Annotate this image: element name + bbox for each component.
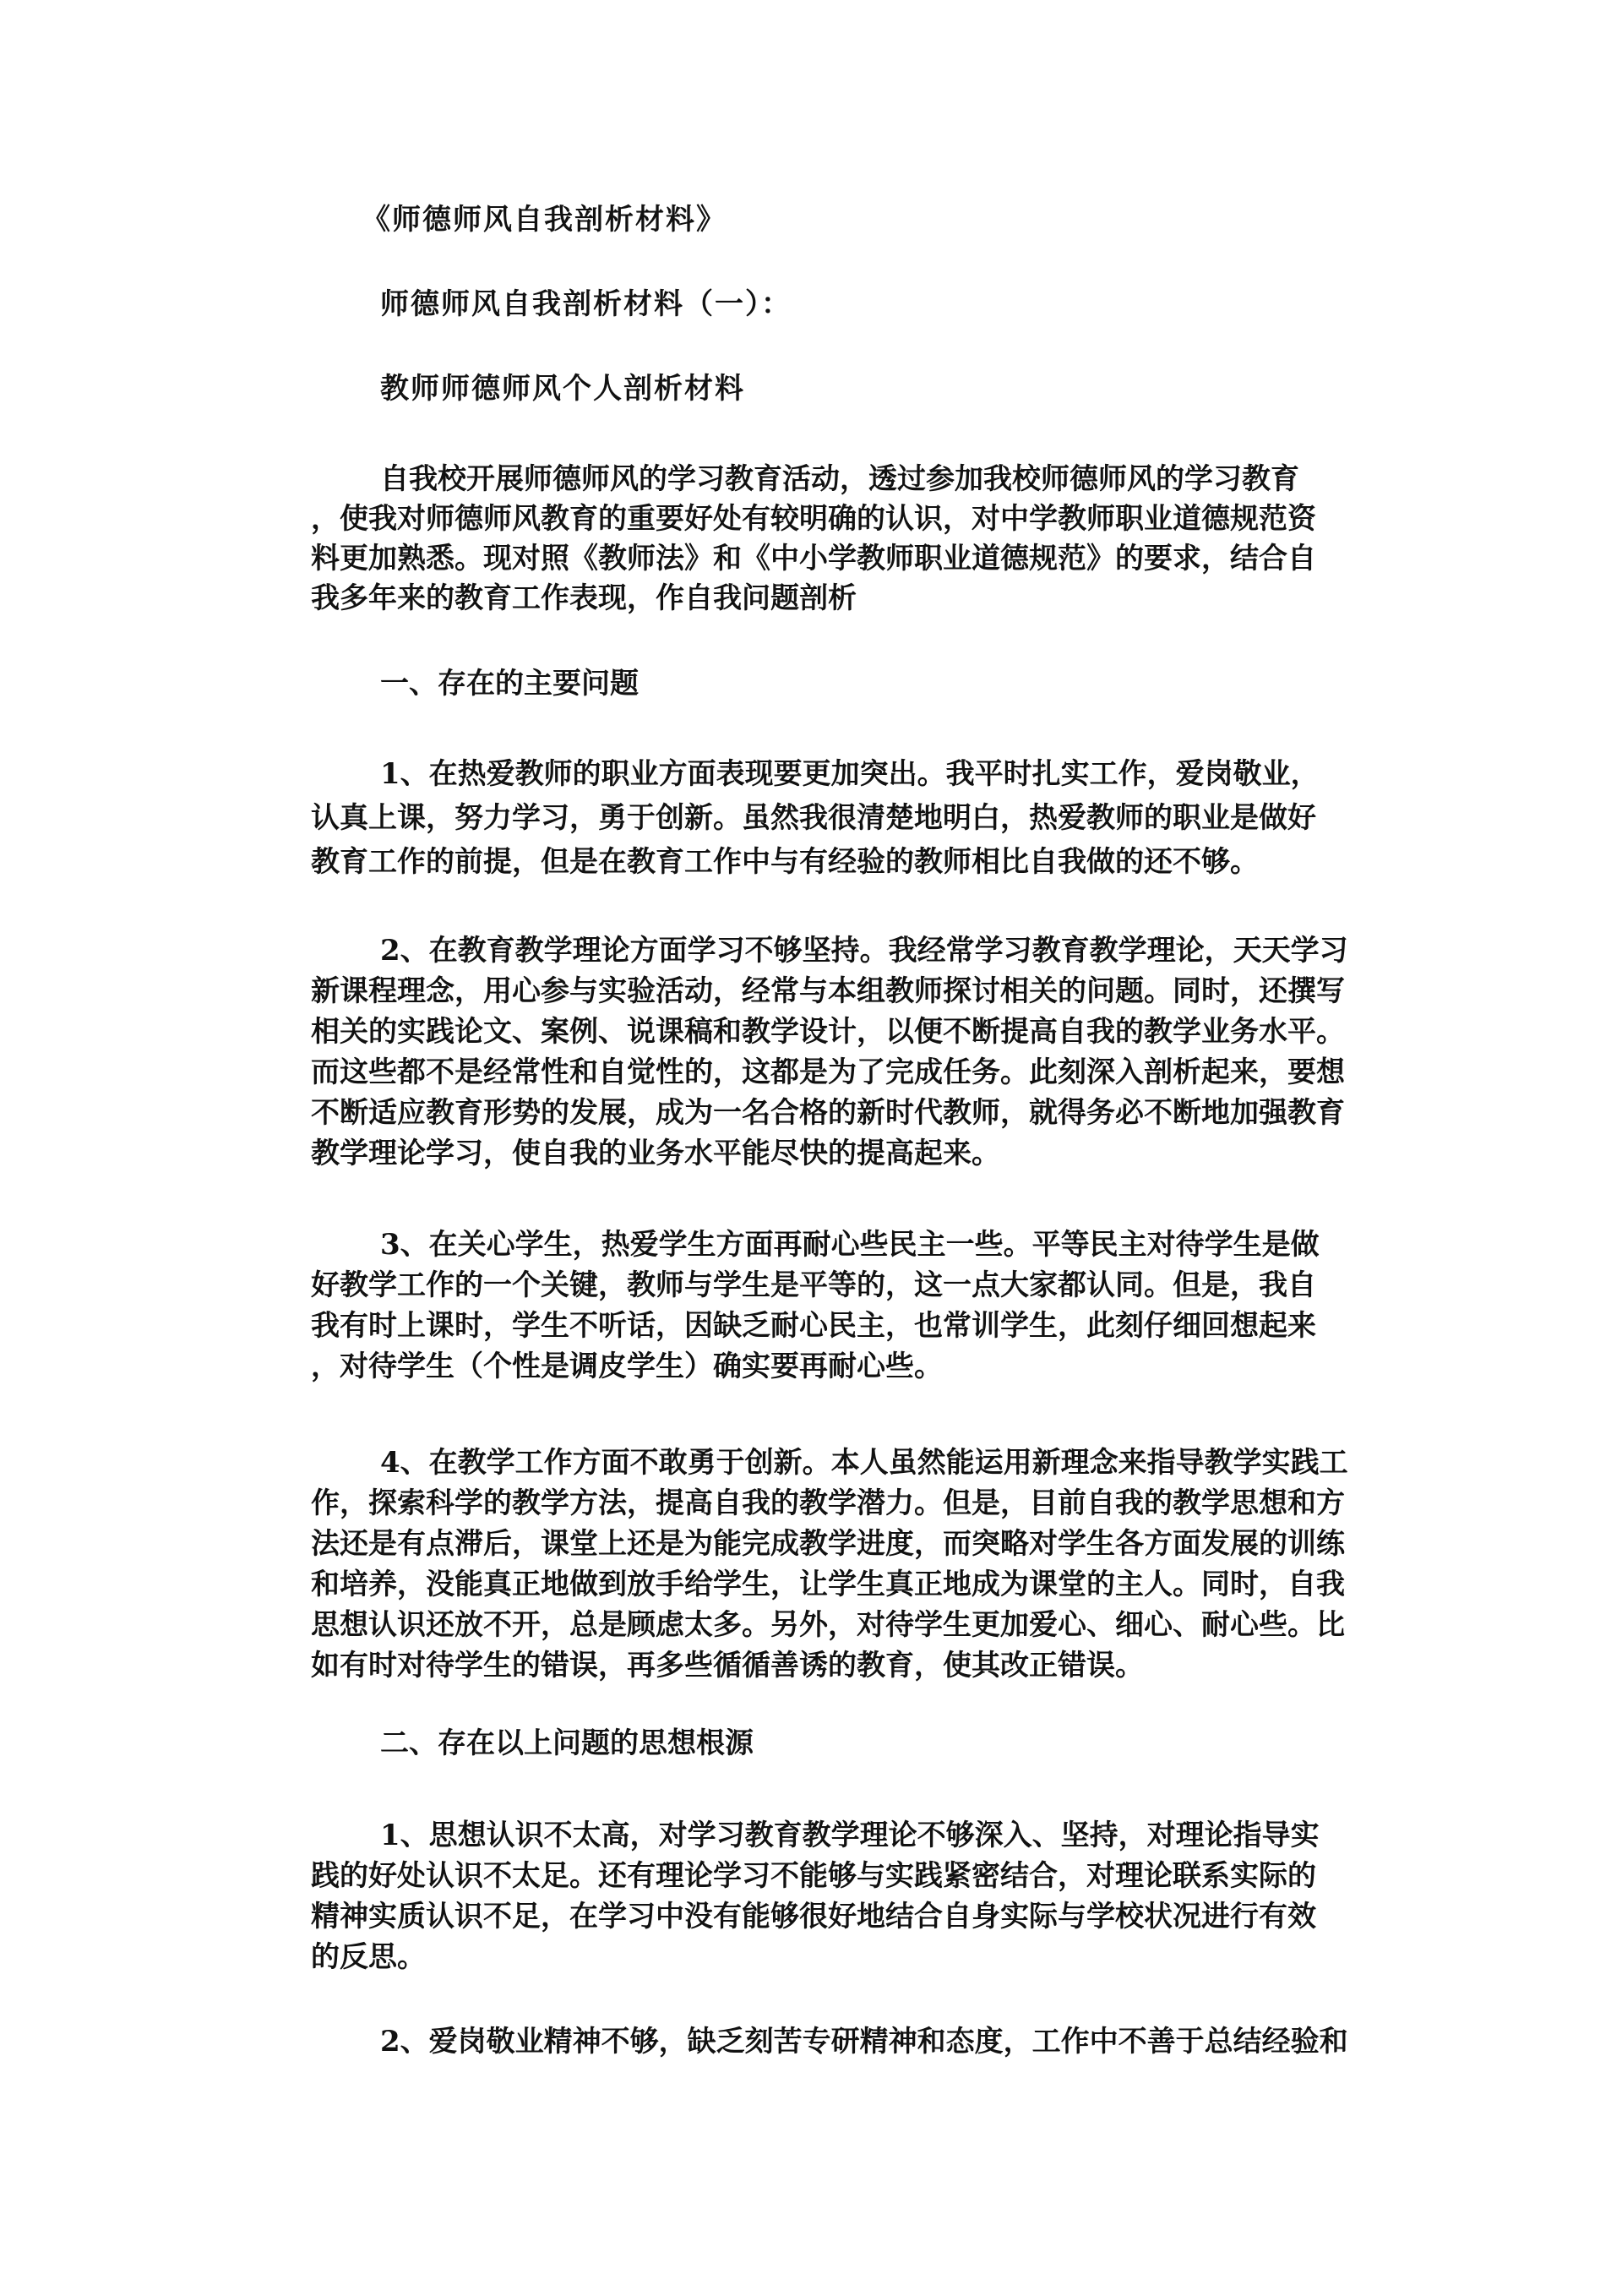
section-heading xyxy=(311,663,1358,704)
text-line: 不断适应教育形势的发展，成为一名合格的新时代教师，就得务必不断地加强教育 xyxy=(311,1096,1345,1130)
document-section-title: 教师师德师风个人剖析材料 xyxy=(380,372,745,406)
text-line: 4、在教学工作方面不敢勇于创新。本人虽然能运用新理念来指导教学实践工 xyxy=(380,1446,1348,1480)
text-line: 1、在热爱教师的职业方面表现要更加突出。我平时扎实工作，爱岗敬业， xyxy=(380,757,1320,791)
paragraph xyxy=(311,1815,1358,1977)
text-line: ，使我对师德师风教育的重要好处有较明确的认识，对中学教师职业道德规范资 xyxy=(311,502,1316,536)
text-line: 思想认识还放不开，总是顾虑太多。另外，对待学生更加爱心、细心、耐心些。比 xyxy=(311,1608,1345,1642)
text-line: 作，探索科学的教学方法，提高自我的教学潜力。但是，目前自我的教学思想和方 xyxy=(311,1486,1345,1520)
text-line: 法还是有点滞后，课堂上还是为能完成教学进度，而突略对学生各方面发展的训练 xyxy=(311,1527,1345,1561)
text-line: 而这些都不是经常性和自觉性的，这都是为了完成任务。此刻深入剖析起来，要想 xyxy=(311,1055,1345,1089)
text-line: 我有时上课时，学生不听话，因缺乏耐心民主，也常训学生，此刻仔细回想起来 xyxy=(311,1309,1316,1343)
text-line: 认真上课，努力学习，勇于创新。虽然我很清楚地明白，热爱教师的职业是做好 xyxy=(311,801,1316,835)
text-line: 2、在教育教学理论方面学习不够坚持。我经常学习教育教学理论，天天学习 xyxy=(380,934,1348,968)
text-line: 1、思想认识不太高，对学习教育教学理论不够深入、坚持，对理论指导实 xyxy=(380,1819,1320,1852)
text-line: 一、存在的主要问题 xyxy=(380,667,639,701)
text-line: 新课程理念，用心参与实验活动，经常与本组教师探讨相关的问题。同时，还撰写 xyxy=(311,974,1345,1008)
text-line: 3、在关心学生，热爱学生方面再耐心些民主一些。平等民主对待学生是做 xyxy=(380,1228,1320,1262)
text-line: 和培养，没能真正地做到放手给学生，让学生真正地成为课堂的主人。同时，自我 xyxy=(311,1568,1345,1601)
text-line: 相关的实践论文、案例、说课稿和教学设计，以便不断提高自我的教学业务水平。 xyxy=(311,1015,1345,1049)
paragraph xyxy=(311,1442,1358,1686)
text-line: 的反思。 xyxy=(311,1940,426,1974)
text-line: 精神实质认识不足，在学习中没有能够很好地结合自身实际与学校状况进行有效 xyxy=(311,1900,1316,1933)
text-line: 二、存在以上问题的思想根源 xyxy=(380,1726,754,1760)
paragraph xyxy=(311,460,1358,619)
text-line: 我多年来的教育工作表现，作自我问题剖析 xyxy=(311,581,857,615)
text-line: 教育工作的前提，但是在教育工作中与有经验的教师相比自我做的还不够。 xyxy=(311,845,1259,879)
text-line: 如有时对待学生的错误，再多些循循善诱的教育，使其改正错误。 xyxy=(311,1649,1144,1682)
section-heading xyxy=(311,1723,1358,1764)
document-title: 《师德师风自我剖析材料》 xyxy=(362,203,727,237)
text-line: 好教学工作的一个关键，教师与学生是平等的，这一点大家都认同。但是，我自 xyxy=(311,1268,1316,1302)
text-line: 教学理论学习，使自我的业务水平能尽快的提高起来。 xyxy=(311,1137,1000,1170)
text-line: 2、爱岗敬业精神不够，缺乏刻苦专研精神和态度，工作中不善于总结经验和 xyxy=(380,2025,1348,2059)
text-line: 践的好处认识不太足。还有理论学习不能够与实践紧密结合，对理论联系实际的 xyxy=(311,1859,1316,1893)
paragraph xyxy=(311,930,1358,1174)
paragraph xyxy=(311,752,1358,884)
text-line: ，对待学生（个性是调皮学生）确实要再耐心些。 xyxy=(311,1350,943,1383)
document-subtitle: 师德师风自我剖析材料（一）： xyxy=(380,287,792,321)
paragraph xyxy=(311,2021,1358,2062)
paragraph xyxy=(311,1224,1358,1387)
text-line: 自我校开展师德师风的学习教育活动，透过参加我校师德师风的学习教育 xyxy=(380,462,1299,496)
text-line: 料更加熟悉。现对照《教师法》和《中小学教师职业道德规范》的要求，结合自 xyxy=(311,542,1316,575)
